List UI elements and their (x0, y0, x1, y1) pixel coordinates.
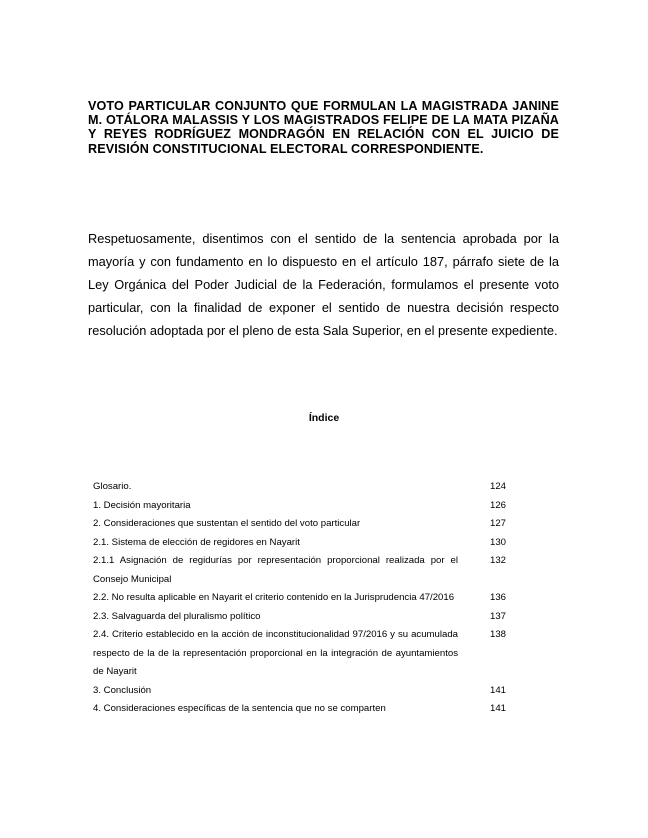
toc-entry-title: 4. Consideraciones específicas de la sentencia que no se comparten (93, 703, 386, 714)
toc-entry-page: 124 (490, 481, 507, 492)
toc-entry-page: 137 (490, 610, 507, 622)
toc-entry-title: 2.2. No resulta aplicable en Nayarit el criterio contenido en la Jurisprudencia 47/2016 (93, 592, 455, 603)
toc-entry[interactable] (93, 497, 513, 516)
toc-entry-title: 2.4. Criterio establecido en la acción de inconstitucionalidad 97/2016 y su acumulada respecto de la de la representación proporcional en la integración de ayuntamientos de Nayarit (93, 629, 458, 677)
table-of-contents (93, 478, 513, 719)
toc-entry-page: 126 (490, 499, 507, 511)
toc-entry[interactable] (93, 608, 513, 627)
toc-entry-page: 136 (490, 592, 507, 603)
toc-entry[interactable] (93, 534, 513, 553)
toc-entry[interactable] (93, 478, 513, 497)
toc-entry-page: 127 (490, 518, 507, 529)
intro-paragraph: Respetuosamente, disentimos con el sentido de la sentencia aprobada por la mayoría y con fundamento en lo dispuesto en el artículo 187, párrafo siete de la Ley Orgánica del Poder Judicial de la Federación, formulamos el presente voto particular, con la finalidad de exponer el sentido de nuestra decisión respecto resolución adoptada por el pleno de esta Sala Superior, en el presente expediente. (88, 231, 559, 338)
toc-entry[interactable] (93, 515, 513, 534)
toc-entry[interactable] (93, 700, 513, 719)
toc-entry-page: 130 (490, 536, 507, 548)
document-title: VOTO PARTICULAR CONJUNTO QUE FORMULAN LA MAGISTRADA JANINE M. OTÁLORA MALASSIS Y LOS MAGISTRADOS FELIPE DE LA MATA PIZAÑA Y REYES RODRÍGUEZ MONDRAGÓN EN RELACIÓN CON EL JUICIO DE REVISIÓN CONSTITUCIONAL ELECTORAL CORRESPONDIENTE. (88, 99, 559, 156)
toc-entry[interactable] (93, 682, 513, 701)
toc-entry-title: 1. Decisión mayoritaria (93, 499, 191, 511)
toc-entry-title: 2. Consideraciones que sustentan el sentido del voto particular (93, 518, 361, 529)
toc-entry-title: 2.3. Salvaguarda del pluralismo político (93, 610, 261, 622)
index-heading: Índice (308, 412, 340, 424)
toc-entry-title: 2.1. Sistema de elección de regidores en Nayarit (93, 536, 300, 548)
toc-entry[interactable] (93, 626, 513, 682)
toc-entry-title: 3. Conclusión (93, 684, 152, 696)
toc-entry[interactable] (93, 589, 513, 608)
toc-entry-page: 138 (490, 629, 507, 640)
toc-entry-title: 2.1.1 Asignación de regidurías por representación proporcional realizada por el Consejo Municipal (93, 555, 458, 585)
toc-entry-title: Glosario. (93, 481, 132, 492)
toc-entry-page: 141 (490, 684, 507, 696)
toc-entry[interactable] (93, 552, 513, 589)
toc-entry-page: 141 (490, 703, 507, 714)
toc-entry-page: 132 (490, 555, 507, 566)
